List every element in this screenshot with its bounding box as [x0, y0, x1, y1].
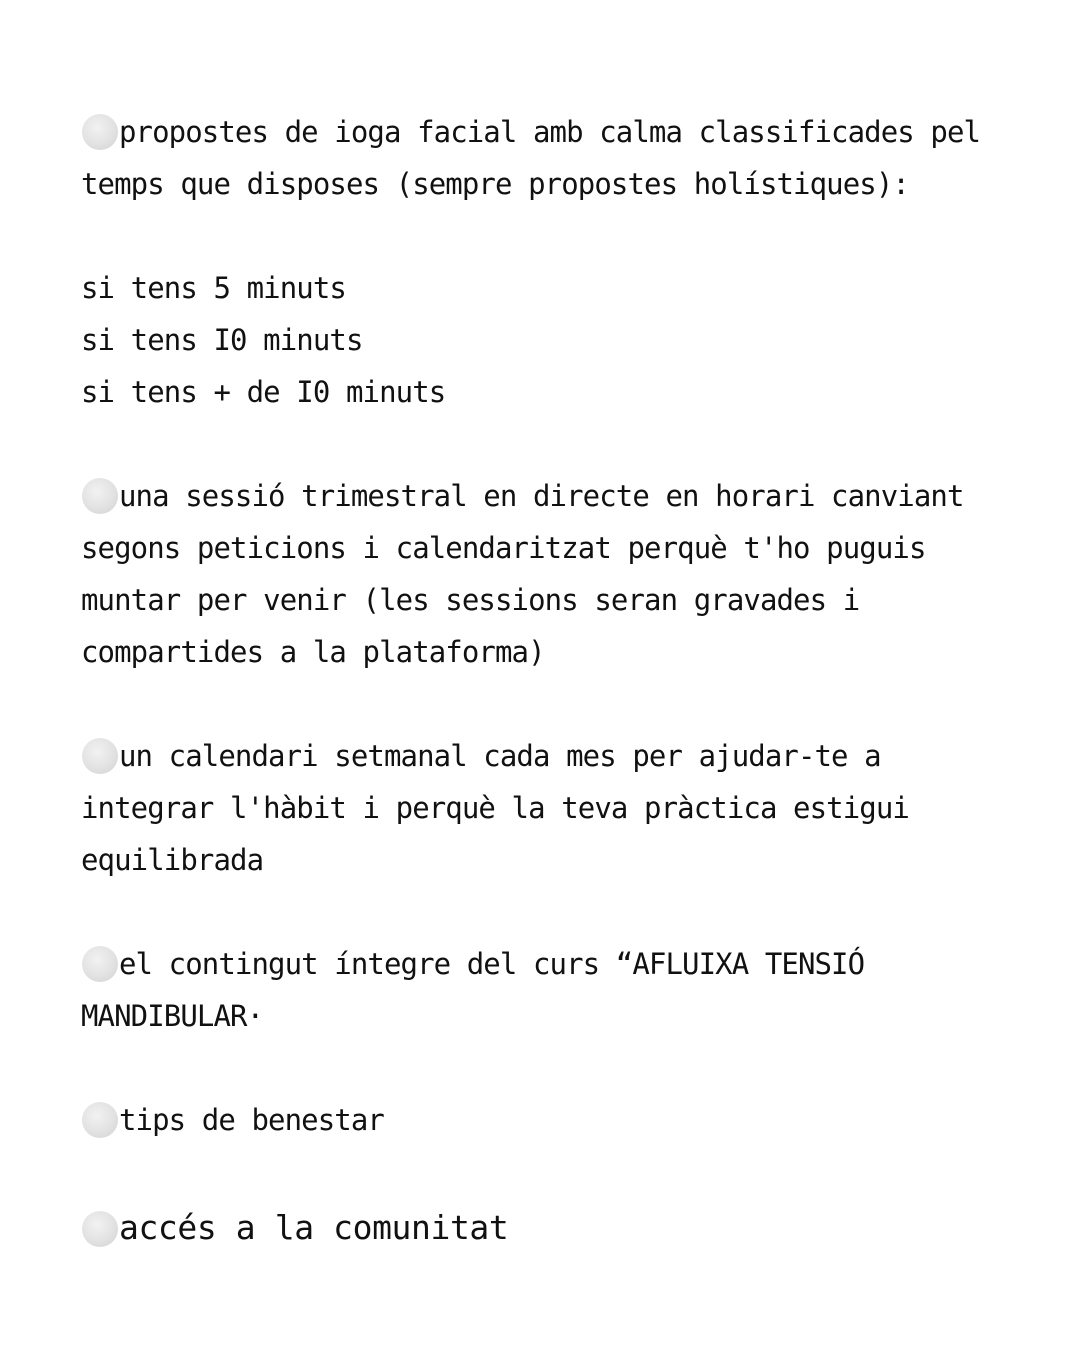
- text-line: segons peticions i calendaritzat perquè t'ho puguis: [81, 531, 926, 565]
- circle-bullet-icon: [82, 946, 118, 982]
- list-item-calendari: [81, 730, 1001, 886]
- circle-bullet-icon: [82, 114, 118, 150]
- item-text: el contingut íntegre del curs “AFLUIXA TENSIÓ: [119, 947, 865, 981]
- item-text: una sessió trimestral en directe en horari canviant: [119, 479, 964, 513]
- circle-bullet-icon: [82, 478, 118, 514]
- circle-bullet-icon: [82, 1102, 118, 1138]
- text-line: [81, 938, 1001, 990]
- text-line: integrar l'hàbit i perquè la teva pràctica estigui: [81, 791, 909, 825]
- time-option-5: si tens 5 minuts: [81, 271, 346, 305]
- text-line: MANDIBULAR·: [81, 999, 264, 1033]
- text-line: compartides a la plataforma): [81, 635, 545, 669]
- list-item-tips: [81, 1094, 1001, 1146]
- item-text: propostes de ioga facial amb calma classificades pel: [119, 115, 981, 149]
- time-option-10: si tens I0 minuts: [81, 323, 363, 357]
- time-option-more-10: si tens + de I0 minuts: [81, 375, 446, 409]
- text-line: [81, 1202, 1001, 1254]
- item-text: accés a la comunitat: [119, 1208, 509, 1247]
- list-item-curs: [81, 938, 1001, 1042]
- list-item-sessio-trimestral: [81, 470, 1001, 678]
- text-line: [81, 730, 1001, 782]
- item-text: un calendari setmanal cada mes per ajudar-te a: [119, 739, 881, 773]
- list-item-propostes: [81, 106, 1001, 210]
- text-line: equilibrada: [81, 843, 264, 877]
- list-item-comunitat: [81, 1202, 1001, 1254]
- text-line: temps que disposes (sempre propostes holístiques):: [81, 167, 909, 201]
- circle-bullet-icon: [82, 738, 118, 774]
- time-options-list: [81, 262, 1001, 418]
- item-text: tips de benestar: [119, 1103, 384, 1137]
- circle-bullet-icon: [82, 1211, 118, 1247]
- text-line: muntar per venir (les sessions seran gravades i: [81, 583, 860, 617]
- text-line: [81, 1094, 1001, 1146]
- text-line: [81, 470, 1001, 522]
- text-line: [81, 106, 1001, 158]
